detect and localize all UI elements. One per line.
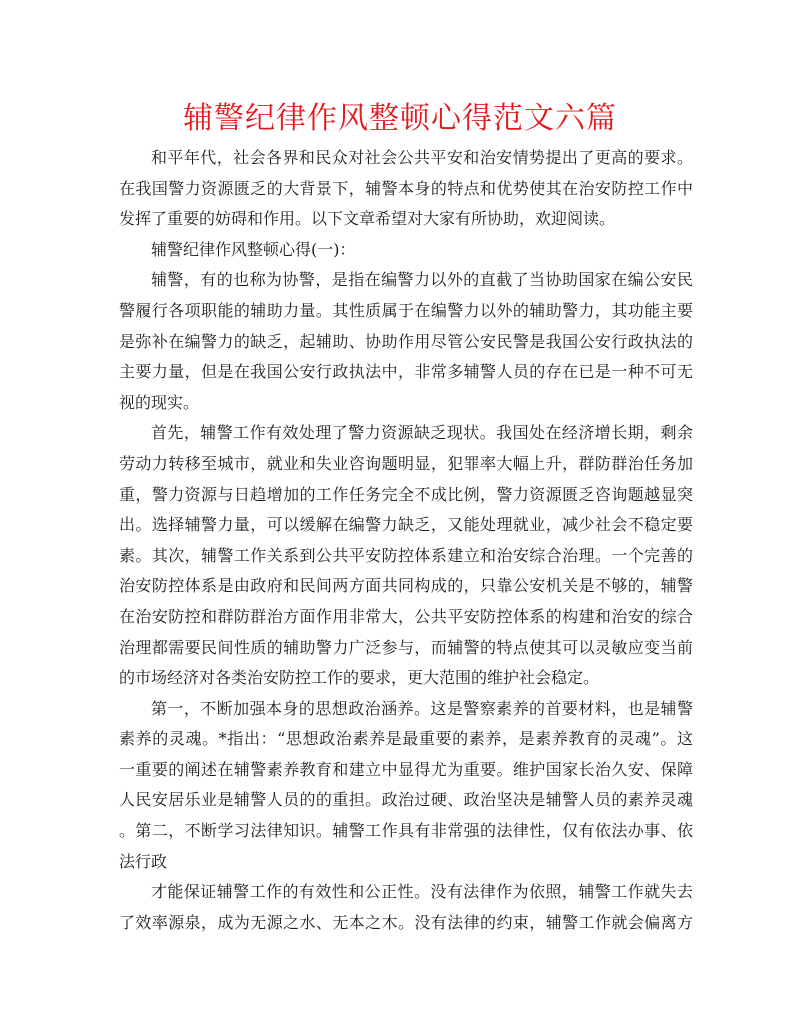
text-line: 素养的灵魂。*指出：“思想政治素养是最重要的素养，是素养教育的灵魂”。这 <box>119 729 693 749</box>
text-line: 才能保证辅警工作的有效性和公正性。没有法律作为依照，辅警工作就失去 <box>151 882 693 902</box>
paragraph <box>119 877 693 938</box>
text-line: 素。其次，辅警工作关系到公共平安防控体系建立和治安综合治理。一个完善的 <box>119 545 693 565</box>
paragraph <box>119 418 693 693</box>
text-line: 出。选择辅警力量，可以缓解在编警力缺乏，又能处理就业，减少社会不稳定要 <box>119 515 693 535</box>
paragraph <box>119 694 693 878</box>
section-heading <box>119 235 693 266</box>
text-line: 视的现实。 <box>119 392 200 412</box>
text-line: 在治安防控和群防群治方面作用非常大，公共平安防控体系的构建和治安的综合 <box>119 606 693 626</box>
document-body <box>119 143 693 938</box>
text-line: 一重要的阐述在辅警素养教育和建立中显得尤为重要。维护国家长治久安、保障 <box>119 759 693 779</box>
paragraph <box>119 265 693 418</box>
text-line: 警履行各项职能的辅助力量。其性质属于在编警力以外的辅助警力，其功能主要 <box>119 300 693 320</box>
text-line: 法行政 <box>119 851 168 871</box>
text-line: 治安防控体系是由政府和民间两方面共同构成的，只靠公安机关是不够的，辅警 <box>119 576 693 596</box>
text-line: 是弥补在编警力的缺乏，起辅助、协助作用尽管公安民警是我国公安行政执法的 <box>119 331 693 351</box>
text-line: 辅警纪律作风整顿心得(一)： <box>151 239 356 259</box>
text-line: 治理都需要民间性质的辅助警力广泛参与，而辅警的特点使其可以灵敏应变当前 <box>119 637 693 657</box>
document-title: 辅警纪律作风整顿心得范文六篇 <box>183 101 617 136</box>
text-line: 辅警，有的也称为协警，是指在编警力以外的直截了当协助国家在编公安民 <box>151 270 693 290</box>
text-line: 的市场经济对各类治安防控工作的要求，更大范围的维护社会稳定。 <box>119 668 600 688</box>
text-line: 了效率源泉，成为无源之水、无本之木。没有法律的约束，辅警工作就会偏离方 <box>119 912 693 932</box>
text-line: 劳动力转移至城市，就业和失业咨询题明显，犯罪率大幅上升，群防群治任务加 <box>119 453 693 473</box>
text-line: 和平年代，社会各界和民众对社会公共平安和治安情势提出了更高的要求。 <box>151 148 693 167</box>
paragraph-intro <box>119 143 693 235</box>
text-line: 。第二，不断学习法律知识。辅警工作具有非常强的法律性，仅有依法办事、依 <box>119 821 693 841</box>
text-line: 第一，不断加强本身的思想政治涵养。这是警察素养的首要材料，也是辅警 <box>151 698 693 718</box>
text-line: 主要力量，但是在我国公安行政执法中，非常多辅警人员的存在已是一种不可无 <box>119 362 693 382</box>
text-line: 在我国警力资源匮乏的大背景下，辅警本身的特点和优势使其在治安防控工作中 <box>119 178 693 198</box>
text-line: 重，警力资源与日趋增加的工作任务完全不成比例，警力资源匮乏咨询题越显突 <box>119 484 693 504</box>
text-line: 首先，辅警工作有效处理了警力资源缺乏现状。我国处在经济增长期，剩余 <box>151 423 693 443</box>
text-line: 人民安居乐业是辅警人员的的重担。政治过硬、政治坚决是辅警人员的素养灵魂 <box>119 790 693 810</box>
text-line: 发挥了重要的妨碍和作用。以下文章希望对大家有所协助，欢迎阅读。 <box>119 209 616 229</box>
